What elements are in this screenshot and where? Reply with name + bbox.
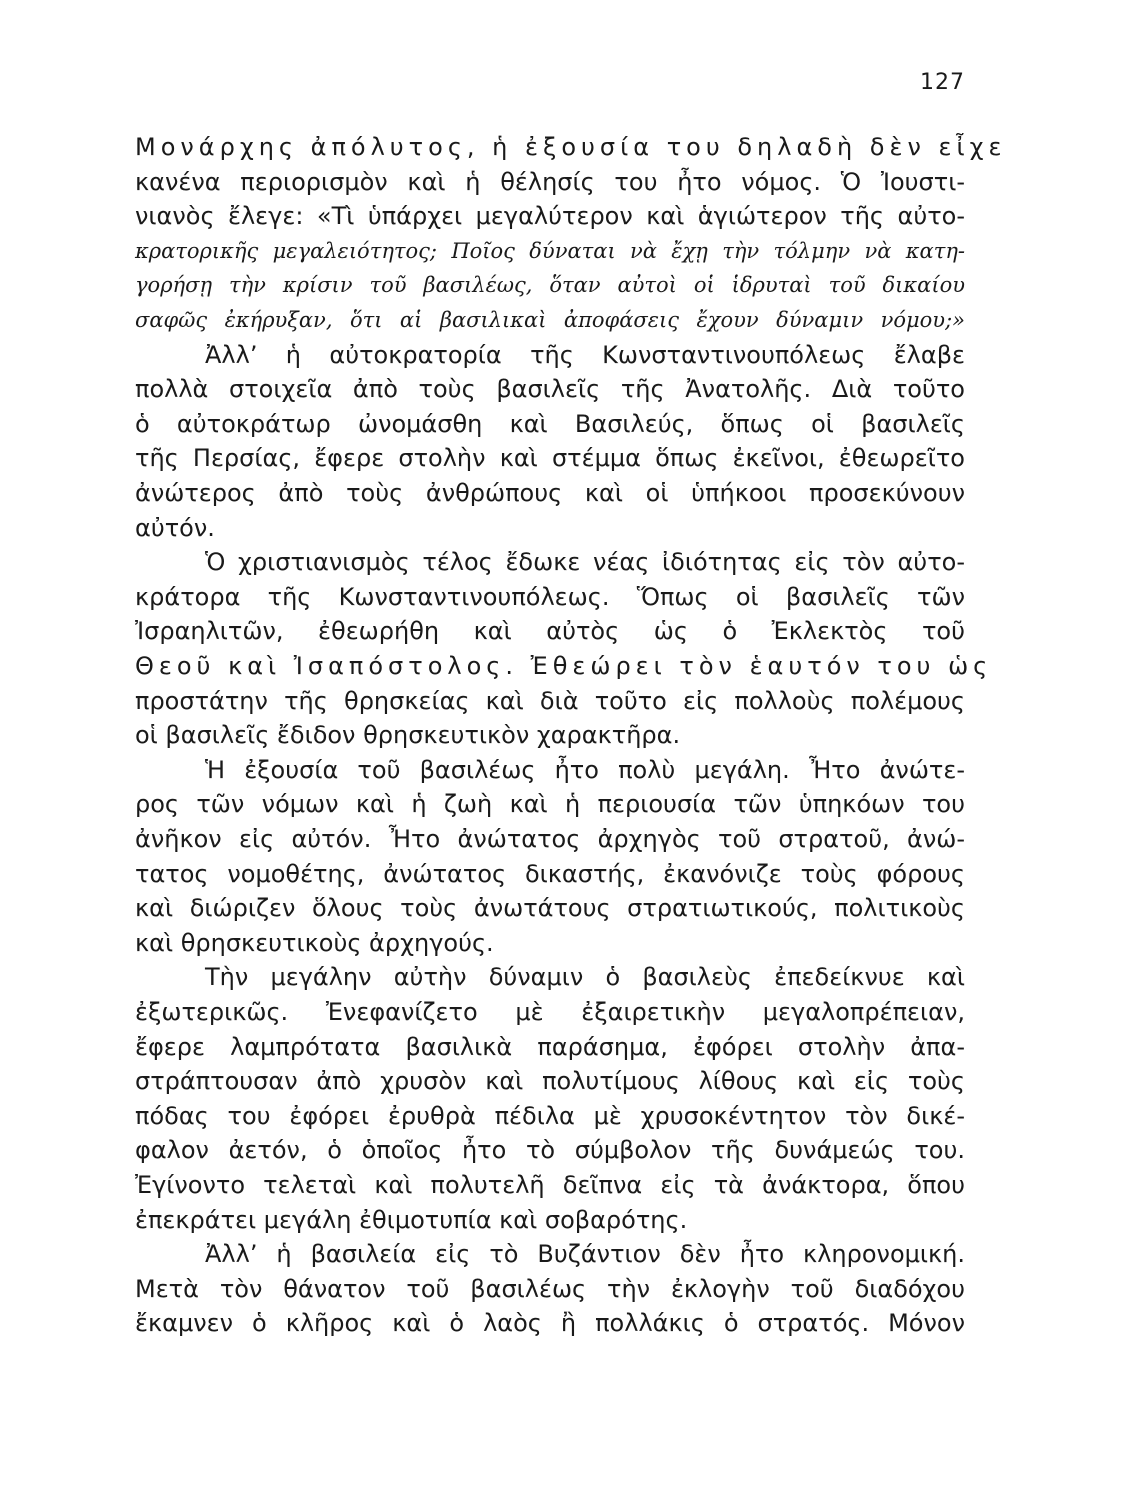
text-line: Ἀλλ’ ἡ αὐτοκρατορία τῆς Κωνσταντινουπόλεως ἔλαβε bbox=[205, 341, 965, 369]
text-line: ἀνώτερος ἀπὸ τοὺς ἀνθρώπους καὶ οἱ ὑπήκοοι προσεκύνουν bbox=[135, 479, 965, 507]
text-line: ρος τῶν νόμων καὶ ἡ ζωὴ καὶ ἡ περιουσία τῶν ὑπηκόων του bbox=[135, 790, 965, 818]
text-line: κανένα περιορισμὸν καὶ ἡ θέλησίς του ἦτο νόμος. Ὁ Ἰουστι- bbox=[135, 168, 965, 196]
text-line: νιανὸς ἔλεγε: «Τὶ ὑπάρχει μεγαλύτερον καὶ ἁγιώτερον τῆς αὐτο- bbox=[135, 202, 965, 230]
text-line: σαφῶς ἐκήρυξαν, ὅτι αἱ βασιλικαὶ ἀποφάσεις ἔχουν δύναμιν νόμου;» bbox=[135, 308, 965, 332]
text-line: πόδας του ἐφόρει ἐρυθρὰ πέδιλα μὲ χρυσοκέντητον τὸν δικέ- bbox=[135, 1102, 965, 1130]
text-line: Ἰσραηλιτῶν, ἐθεωρήθη καὶ αὐτὸς ὡς ὁ Ἐκλεκτὸς τοῦ bbox=[135, 617, 965, 645]
text-line: ἐπεκράτει μεγάλη ἐθιμοτυπία καὶ σοβαρότης. bbox=[135, 1206, 688, 1234]
text-line: κράτορα τῆς Κωνσταντινουπόλεως. Ὅπως οἱ βασιλεῖς τῶν bbox=[135, 583, 965, 611]
text-line: κρατορικῆς μεγαλειότητος; Ποῖος δύναται νὰ ἔχῃ τὴν τόλμην νὰ κατη- bbox=[135, 239, 965, 263]
text-line: καὶ θρησκευτικοὺς ἀρχηγούς. bbox=[135, 929, 494, 957]
text-line: Μονάρχης ἀπόλυτος, ἡ ἐξουσία του δηλαδὴ δὲν εἶχε bbox=[135, 133, 1007, 161]
text-line: ὁ αὐτοκράτωρ ὠνομάσθη καὶ Βασιλεύς, ὅπως οἱ βασιλεῖς bbox=[135, 410, 965, 438]
text-line: τατος νομοθέτης, ἀνώτατος δικαστής, ἐκανόνιζε τοὺς φόρους bbox=[135, 860, 965, 888]
text-line: στράπτουσαν ἀπὸ χρυσὸν καὶ πολυτίμους λίθους καὶ εἰς τοὺς bbox=[135, 1067, 965, 1095]
text-line: πολλὰ στοιχεῖα ἀπὸ τοὺς βασιλεῖς τῆς Ἀνατολῆς. Διὰ τοῦτο bbox=[135, 375, 965, 403]
text-line: προστάτην τῆς θρησκείας καὶ διὰ τοῦτο εἰς πολλοὺς πολέμους bbox=[135, 687, 965, 715]
text-line: αὐτόν. bbox=[135, 514, 215, 542]
text-line: φαλον ἀετόν, ὁ ὁποῖος ἦτο τὸ σύμβολον τῆς δυνάμεώς του. bbox=[135, 1136, 965, 1164]
text-line: ἔφερε λαμπρότατα βασιλικὰ παράσημα, ἐφόρει στολὴν ἀπα- bbox=[135, 1033, 965, 1061]
text-line: Μετὰ τὸν θάνατον τοῦ βασιλέως τὴν ἐκλογὴν τοῦ διαδόχου bbox=[135, 1275, 965, 1303]
text-line: ἀνῆκον εἰς αὐτόν. Ἦτο ἀνώτατος ἀρχηγὸς τοῦ στρατοῦ, ἀνώ- bbox=[135, 825, 965, 853]
text-line: τῆς Περσίας, ἔφερε στολὴν καὶ στέμμα ὅπως ἐκεῖνοι, ἐθεωρεῖτο bbox=[135, 444, 965, 472]
page-number: 127 bbox=[920, 70, 965, 95]
text-line: Ἡ ἐξουσία τοῦ βασιλέως ἦτο πολὺ μεγάλη. Ἦτο ἀνώτε- bbox=[205, 756, 965, 784]
text-line: γορήσῃ τὴν κρίσιν τοῦ βασιλέως, ὅταν αὐτοὶ οἱ ἱδρυταὶ τοῦ δικαίου bbox=[135, 273, 965, 297]
text-line: καὶ διώριζεν ὅλους τοὺς ἀνωτάτους στρατιωτικούς, πολιτικοὺς bbox=[135, 894, 965, 922]
text-line: οἱ βασιλεῖς ἔδιδον θρησκευτικὸν χαρακτῆρα. bbox=[135, 721, 681, 749]
text-line: Ἀλλ’ ἡ βασιλεία εἰς τὸ Βυζάντιον δὲν ἦτο κληρονομική. bbox=[205, 1240, 965, 1268]
text-line: Θεοῦ καὶ Ἰσαπόστολος. Ἐθεώρει τὸν ἑαυτόν του ὡς bbox=[135, 652, 993, 680]
text-line: ἔκαμνεν ὁ κλῆρος καὶ ὁ λαὸς ἢ πολλάκις ὁ στρατός. Μόνον bbox=[135, 1309, 965, 1337]
text-line: Ἐγίνοντο τελεταὶ καὶ πολυτελῆ δεῖπνα εἰς τὰ ἀνάκτορα, ὅπου bbox=[135, 1171, 965, 1199]
text-line: Ὁ χριστιανισμὸς τέλος ἔδωκε νέας ἰδιότητας εἰς τὸν αὐτο- bbox=[205, 548, 965, 576]
text-line: Τὴν μεγάλην αὐτὴν δύναμιν ὁ βασιλεὺς ἐπεδείκνυε καὶ bbox=[205, 963, 965, 991]
text-line: ἐξωτερικῶς. Ἐνεφανίζετο μὲ ἐξαιρετικὴν μεγαλοπρέπειαν, bbox=[135, 998, 965, 1026]
